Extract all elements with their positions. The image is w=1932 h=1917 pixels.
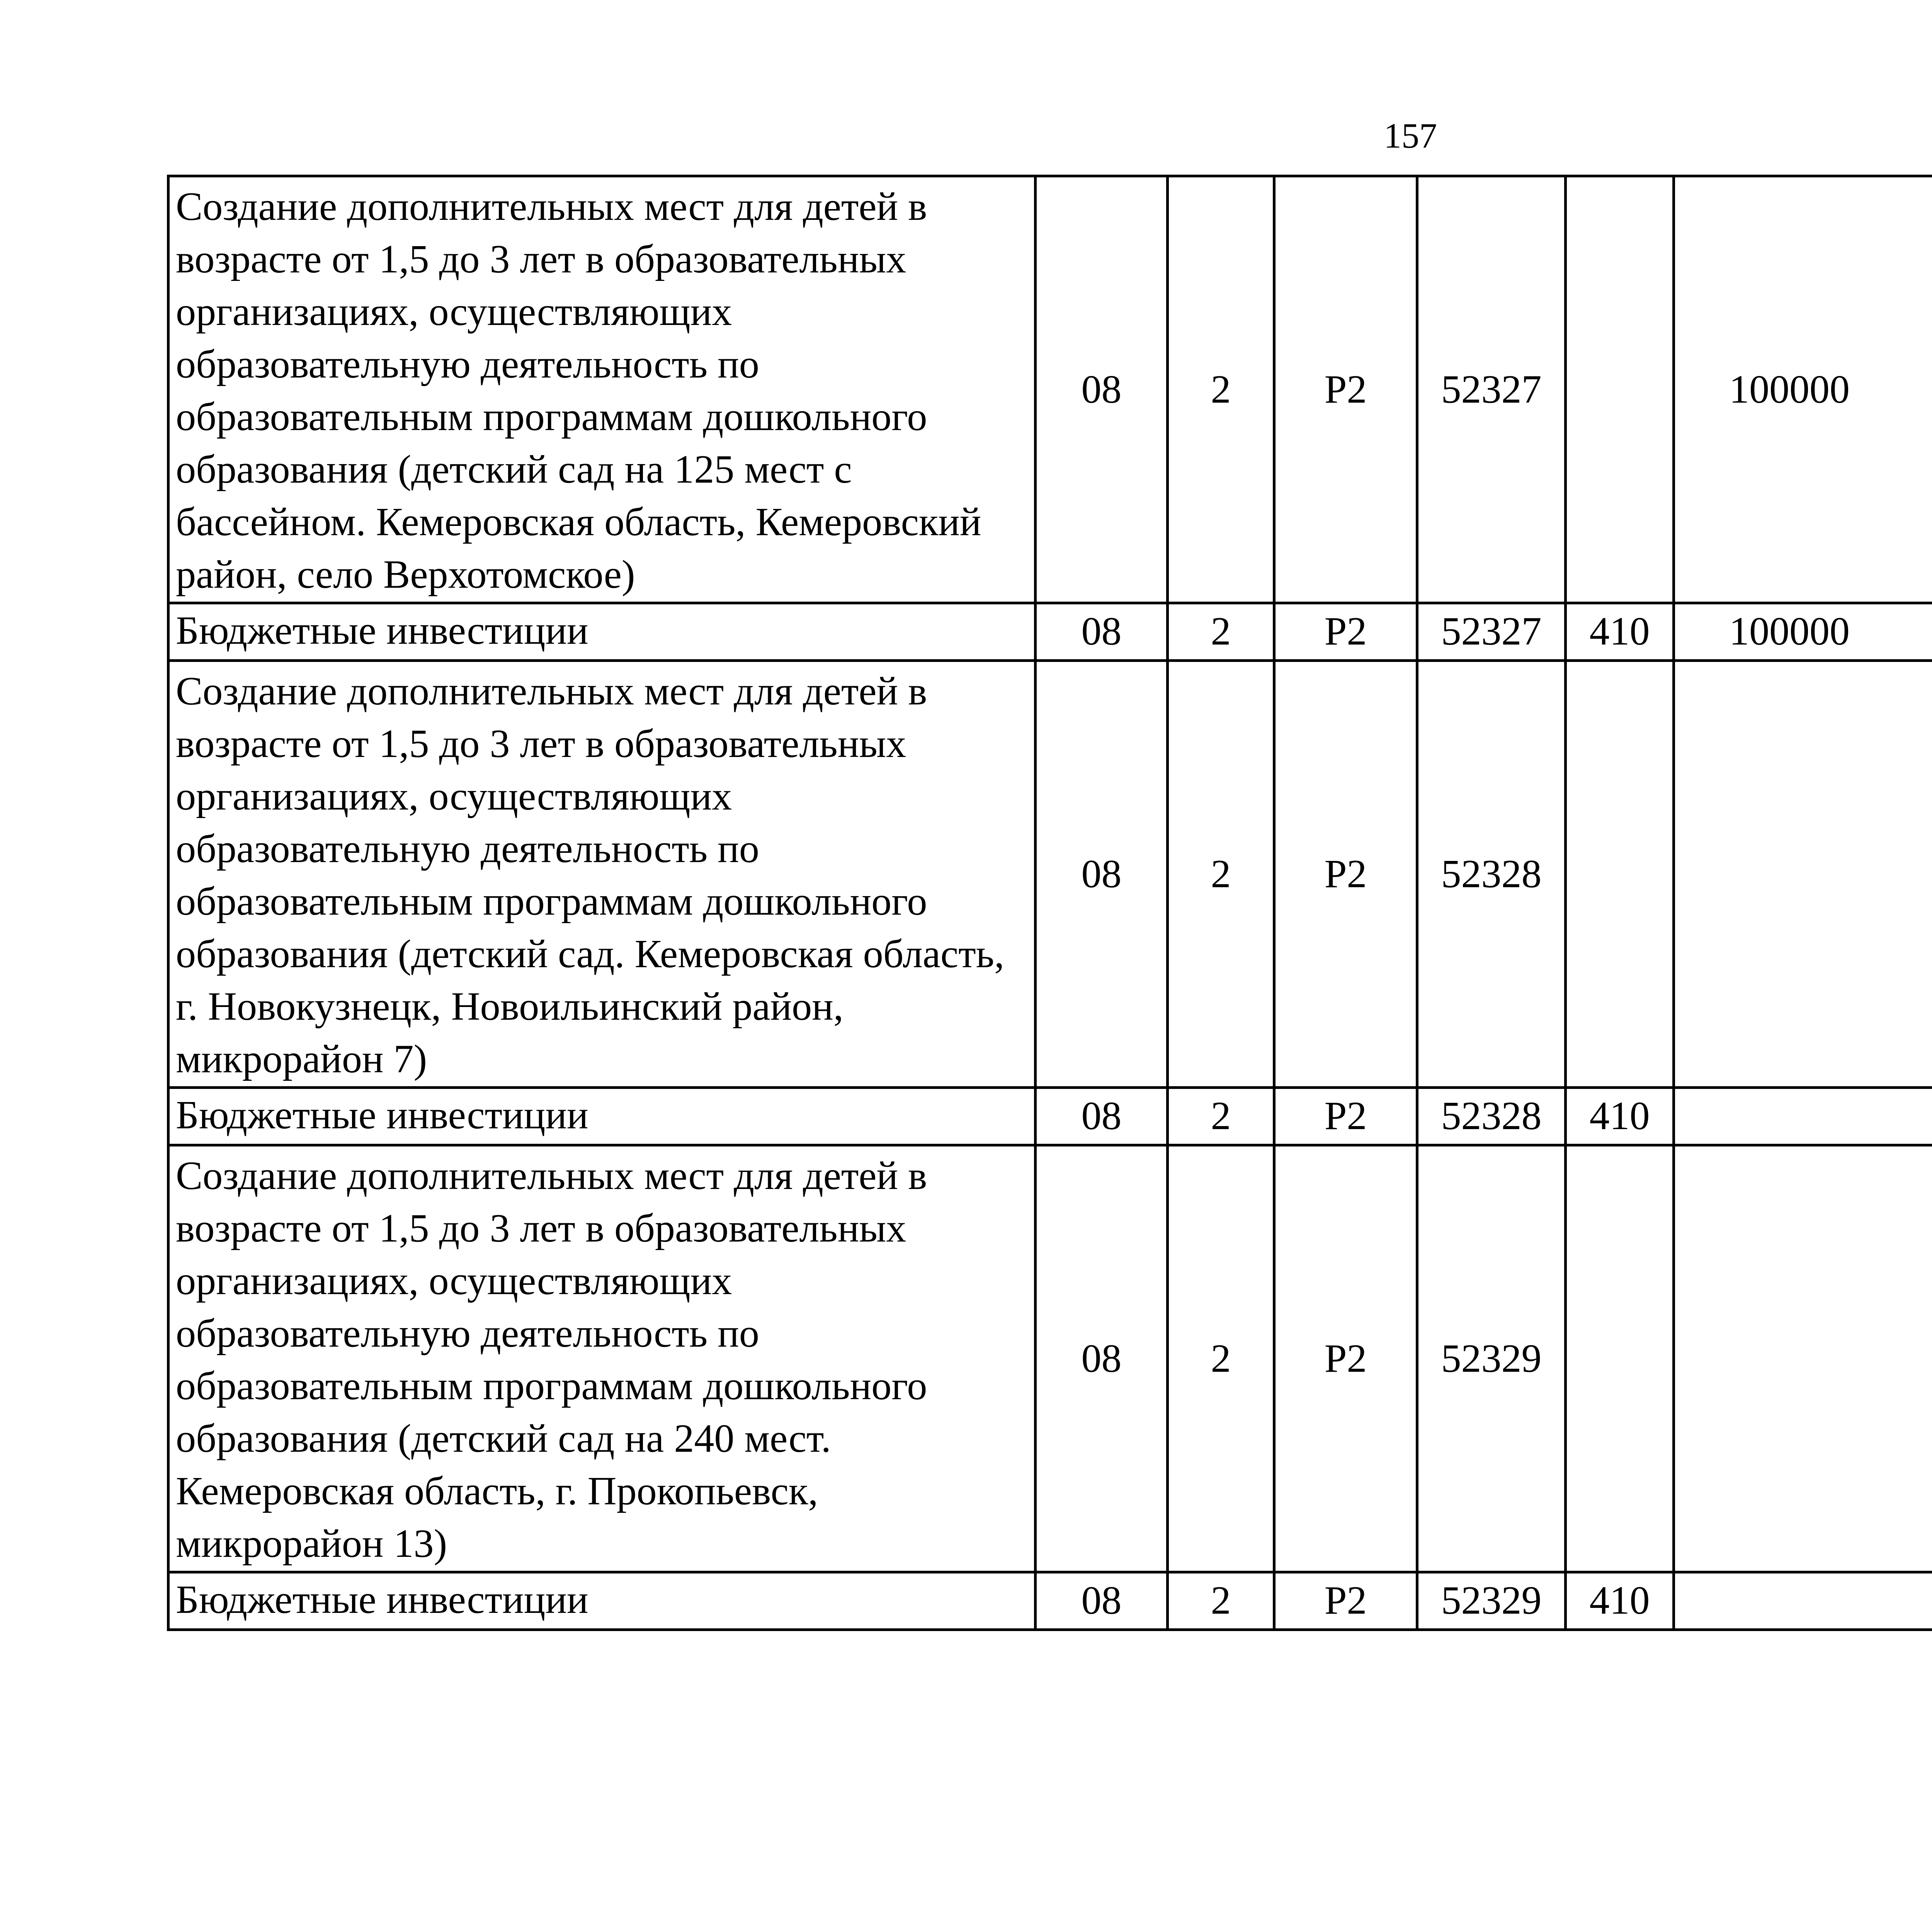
row-name: Создание дополнительных мест для детей в возрасте от 1,5 до 3 лет в образовательных организациях, осуществляющих образовательную деятельность по образовательным программам дошкольного образования (детский сад на 125 мест с бассейном. Кемеровская область, Кемеровский район, село Верхотомское) — [168, 176, 1036, 603]
row-name: Создание дополнительных мест для детей в возрасте от 1,5 до 3 лет в образовательных организациях, осуществляющих образовательную деятельность по образовательным программам дошкольного образования (детский сад. Кемеровская область, г. Новокузнецк, Новоильинский район, микрорайон 7) — [168, 661, 1036, 1088]
cell-project: P2 — [1274, 1145, 1417, 1572]
cell-program: 2 — [1168, 603, 1274, 661]
cell-amount-1: 100000 — [1674, 603, 1932, 661]
cell-expense-type — [1566, 661, 1674, 1088]
cell-target-code: 52329 — [1417, 1572, 1566, 1630]
table-row — [168, 1088, 1932, 1145]
row-name: Бюджетные инвестиции — [168, 603, 1036, 661]
row-name: Создание дополнительных мест для детей в возрасте от 1,5 до 3 лет в образовательных организациях, осуществляющих образовательную деятельность по образовательным программам дошкольного образования (детский сад на 240 мест. Кемеровская область, г. Прокопьевск, микрорайон 13) — [168, 1145, 1036, 1572]
cell-program: 2 — [1168, 1088, 1274, 1145]
cell-project: P2 — [1274, 1088, 1417, 1145]
table-row — [168, 176, 1932, 603]
cell-section: 08 — [1036, 603, 1168, 661]
table-row — [168, 603, 1932, 661]
cell-project: P2 — [1274, 1572, 1417, 1630]
table-row — [168, 1145, 1932, 1572]
row-name: Бюджетные инвестиции — [168, 1572, 1036, 1630]
row-name: Бюджетные инвестиции — [168, 1088, 1036, 1145]
cell-target-code: 52329 — [1417, 1145, 1566, 1572]
cell-target-code: 52327 — [1417, 603, 1566, 661]
cell-section: 08 — [1036, 661, 1168, 1088]
cell-amount-1 — [1674, 1572, 1932, 1630]
table-row — [168, 1572, 1932, 1630]
cell-project: P2 — [1274, 661, 1417, 1088]
cell-expense-type — [1566, 176, 1674, 603]
cell-target-code: 52328 — [1417, 661, 1566, 1088]
cell-expense-type — [1566, 1145, 1674, 1572]
cell-project: P2 — [1274, 176, 1417, 603]
table-row — [168, 661, 1932, 1088]
cell-program: 2 — [1168, 176, 1274, 603]
cell-section: 08 — [1036, 1145, 1168, 1572]
cell-amount-1: 100000 — [1674, 176, 1932, 603]
cell-program: 2 — [1168, 1572, 1274, 1630]
cell-expense-type: 410 — [1566, 603, 1674, 661]
cell-amount-1 — [1674, 1088, 1932, 1145]
cell-section: 08 — [1036, 176, 1168, 603]
cell-section: 08 — [1036, 1088, 1168, 1145]
budget-table — [167, 175, 1932, 1631]
cell-target-code: 52327 — [1417, 176, 1566, 603]
cell-project: P2 — [1274, 603, 1417, 661]
cell-target-code: 52328 — [1417, 1088, 1566, 1145]
page-number: 157 — [1384, 116, 1437, 155]
cell-section: 08 — [1036, 1572, 1168, 1630]
cell-amount-1 — [1674, 1145, 1932, 1572]
cell-expense-type: 410 — [1566, 1088, 1674, 1145]
cell-amount-1 — [1674, 661, 1932, 1088]
cell-program: 2 — [1168, 661, 1274, 1088]
cell-expense-type: 410 — [1566, 1572, 1674, 1630]
cell-program: 2 — [1168, 1145, 1274, 1572]
